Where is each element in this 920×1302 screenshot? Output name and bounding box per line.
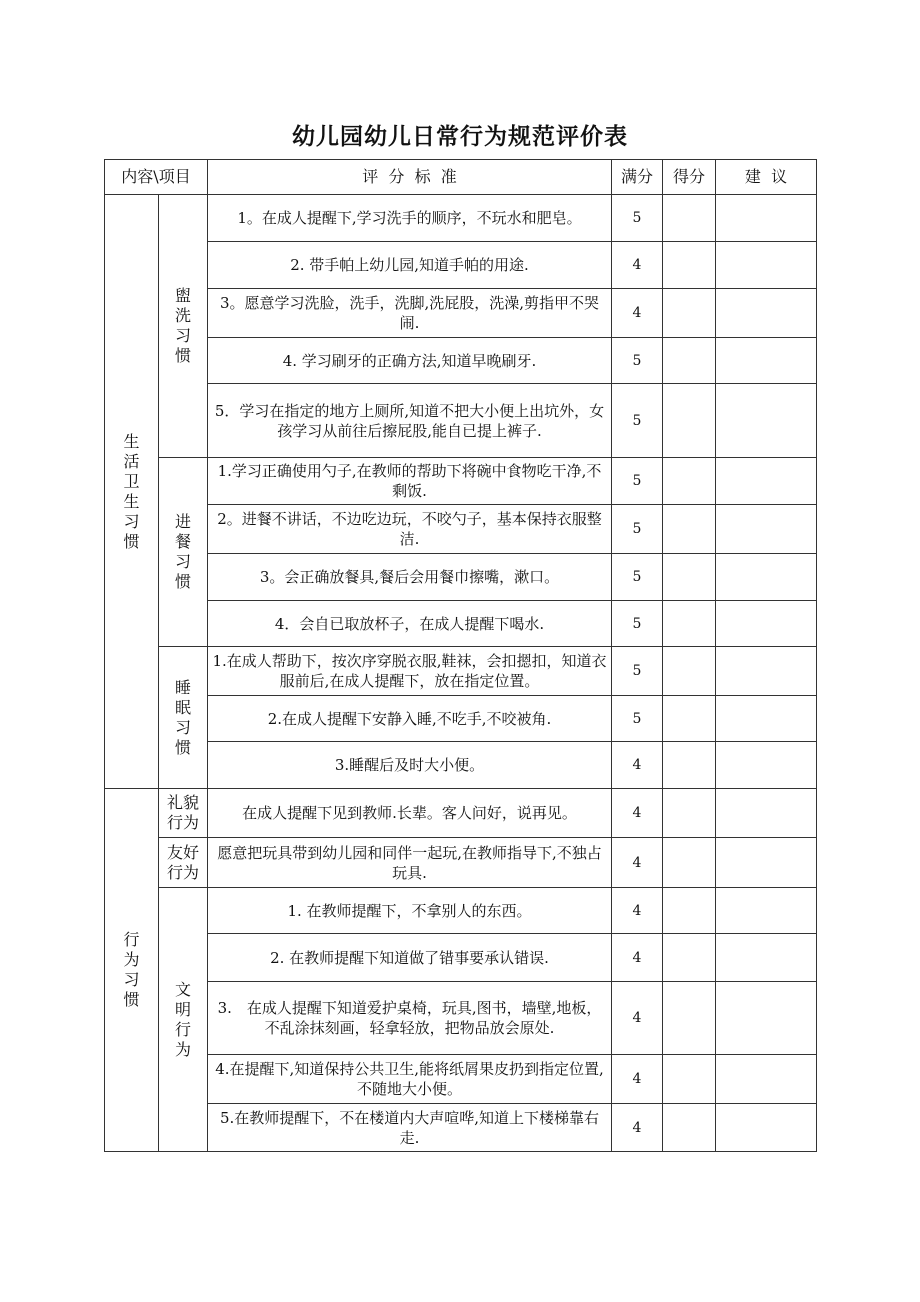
suggestion-input-cell[interactable] [716, 195, 817, 242]
header-suggestion: 建 议 [716, 160, 817, 195]
table-row [105, 338, 817, 384]
suggestion-input-cell[interactable] [716, 982, 817, 1055]
score-input-cell[interactable] [663, 838, 716, 888]
table-row [105, 458, 817, 505]
criteria-cell: 3。愿意学习洗脸，洗手，洗脚,洗屁股，洗澡,剪指甲不哭闹. [208, 289, 612, 338]
group-label: 睡眠习惯 [159, 647, 208, 789]
criteria-cell: 1.学习正确使用勺子,在教师的帮助下将碗中食物吃干净,不剩饭. [208, 458, 612, 505]
score-input-cell[interactable] [663, 888, 716, 934]
suggestion-input-cell[interactable] [716, 647, 817, 696]
group-label: 盥洗习惯 [159, 195, 208, 458]
criteria-cell: 3。会正确放餐具,餐后会用餐巾擦嘴，漱口。 [208, 554, 612, 601]
full-score-cell: 4 [612, 289, 663, 338]
suggestion-input-cell[interactable] [716, 1104, 817, 1152]
suggestion-input-cell[interactable] [716, 338, 817, 384]
table-row [105, 1055, 817, 1104]
criteria-cell: 1。在成人提醒下,学习洗手的顺序，不玩水和肥皂。 [208, 195, 612, 242]
full-score-cell: 5 [612, 601, 663, 647]
criteria-cell: 2。进餐不讲话，不边吃边玩，不咬勺子，基本保持衣服整洁. [208, 505, 612, 554]
table-row [105, 982, 817, 1055]
criteria-cell: 5．学习在指定的地方上厕所,知道不把大小便上出坑外，女孩学习从前往后擦屁股,能自已提上裤子. [208, 384, 612, 458]
full-score-cell: 5 [612, 384, 663, 458]
criteria-cell: 2. 带手帕上幼儿园,知道手帕的用途. [208, 242, 612, 289]
suggestion-input-cell[interactable] [716, 554, 817, 601]
table-row [105, 195, 817, 242]
full-score-cell: 4 [612, 742, 663, 789]
score-input-cell[interactable] [663, 505, 716, 554]
table-row [105, 601, 817, 647]
suggestion-input-cell[interactable] [716, 289, 817, 338]
suggestion-input-cell[interactable] [716, 696, 817, 742]
header-criteria: 评 分 标 准 [208, 160, 612, 195]
suggestion-input-cell[interactable] [716, 888, 817, 934]
criteria-cell: 4.在提醒下,知道保持公共卫生,能将纸屑果皮扔到指定位置,不随地大小便。 [208, 1055, 612, 1104]
header-score: 得分 [663, 160, 716, 195]
score-input-cell[interactable] [663, 554, 716, 601]
score-input-cell[interactable] [663, 982, 716, 1055]
score-input-cell[interactable] [663, 289, 716, 338]
score-input-cell[interactable] [663, 384, 716, 458]
score-input-cell[interactable] [663, 338, 716, 384]
header-content-item: 内容\项目 [105, 160, 208, 195]
suggestion-input-cell[interactable] [716, 242, 817, 289]
criteria-cell: 4．会自已取放杯子，在成人提醒下喝水. [208, 601, 612, 647]
table-row [105, 554, 817, 601]
score-input-cell[interactable] [663, 242, 716, 289]
score-input-cell[interactable] [663, 789, 716, 838]
full-score-cell: 5 [612, 554, 663, 601]
full-score-cell: 4 [612, 982, 663, 1055]
suggestion-input-cell[interactable] [716, 601, 817, 647]
full-score-cell: 5 [612, 647, 663, 696]
full-score-cell: 4 [612, 934, 663, 982]
suggestion-input-cell[interactable] [716, 934, 817, 982]
full-score-cell: 5 [612, 458, 663, 505]
evaluation-table [104, 159, 817, 1152]
score-input-cell[interactable] [663, 742, 716, 789]
criteria-cell: 1. 在教师提醒下，不拿别人的东西。 [208, 888, 612, 934]
criteria-cell: 3.睡醒后及时大小便。 [208, 742, 612, 789]
score-input-cell[interactable] [663, 647, 716, 696]
criteria-cell: 5.在教师提醒下，不在楼道内大声喧哗,知道上下楼梯靠右走. [208, 1104, 612, 1152]
table-header-row [105, 160, 817, 195]
table-row [105, 505, 817, 554]
full-score-cell: 4 [612, 242, 663, 289]
table-row [105, 789, 817, 838]
criteria-cell: 在成人提醒下见到教师.长辈。客人问好，说再见。 [208, 789, 612, 838]
suggestion-input-cell[interactable] [716, 458, 817, 505]
score-input-cell[interactable] [663, 195, 716, 242]
full-score-cell: 4 [612, 789, 663, 838]
suggestion-input-cell[interactable] [716, 742, 817, 789]
header-full-score: 满分 [612, 160, 663, 195]
score-input-cell[interactable] [663, 934, 716, 982]
table-row [105, 838, 817, 888]
suggestion-input-cell[interactable] [716, 789, 817, 838]
full-score-cell: 4 [612, 888, 663, 934]
score-input-cell[interactable] [663, 696, 716, 742]
full-score-cell: 4 [612, 1104, 663, 1152]
section-label: 生活卫生习惯 [105, 195, 159, 789]
full-score-cell: 5 [612, 338, 663, 384]
table-row [105, 289, 817, 338]
score-input-cell[interactable] [663, 458, 716, 505]
full-score-cell: 5 [612, 505, 663, 554]
table-row [105, 696, 817, 742]
table-row [105, 1104, 817, 1152]
criteria-cell: 愿意把玩具带到幼儿园和同伴一起玩,在教师指导下,不独占玩具. [208, 838, 612, 888]
criteria-cell: 4. 学习刷牙的正确方法,知道早晚刷牙. [208, 338, 612, 384]
group-label: 礼貌行为 [159, 789, 208, 838]
table-row [105, 742, 817, 789]
suggestion-input-cell[interactable] [716, 1055, 817, 1104]
section-label: 行为习惯 [105, 789, 159, 1152]
criteria-cell: 2.在成人提醒下安静入睡,不吃手,不咬被角. [208, 696, 612, 742]
group-label: 文明行为 [159, 888, 208, 1152]
full-score-cell: 5 [612, 696, 663, 742]
full-score-cell: 4 [612, 838, 663, 888]
score-input-cell[interactable] [663, 1055, 716, 1104]
score-input-cell[interactable] [663, 601, 716, 647]
page-title: 幼儿园幼儿日常行为规范评价表 [292, 124, 628, 150]
criteria-cell: 3. 在成人提醒下知道爱护桌椅，玩具,图书，墙壁,地板，不乱涂抹刻画，轻拿轻放，把物品放会原处. [208, 982, 612, 1055]
suggestion-input-cell[interactable] [716, 505, 817, 554]
group-label: 友好行为 [159, 838, 208, 888]
table-row [105, 384, 817, 458]
table-row [105, 647, 817, 696]
table-row [105, 934, 817, 982]
score-input-cell[interactable] [663, 1104, 716, 1152]
full-score-cell: 5 [612, 195, 663, 242]
table-row [105, 242, 817, 289]
full-score-cell: 4 [612, 1055, 663, 1104]
criteria-cell: 2. 在教师提醒下知道做了错事要承认错误. [208, 934, 612, 982]
table-row [105, 888, 817, 934]
suggestion-input-cell[interactable] [716, 384, 817, 458]
group-label: 进餐习惯 [159, 458, 208, 647]
criteria-cell: 1.在成人帮助下，按次序穿脱衣服,鞋袜，会扣摁扣，知道衣服前后,在成人提醒下，放在指定位置。 [208, 647, 612, 696]
suggestion-input-cell[interactable] [716, 838, 817, 888]
